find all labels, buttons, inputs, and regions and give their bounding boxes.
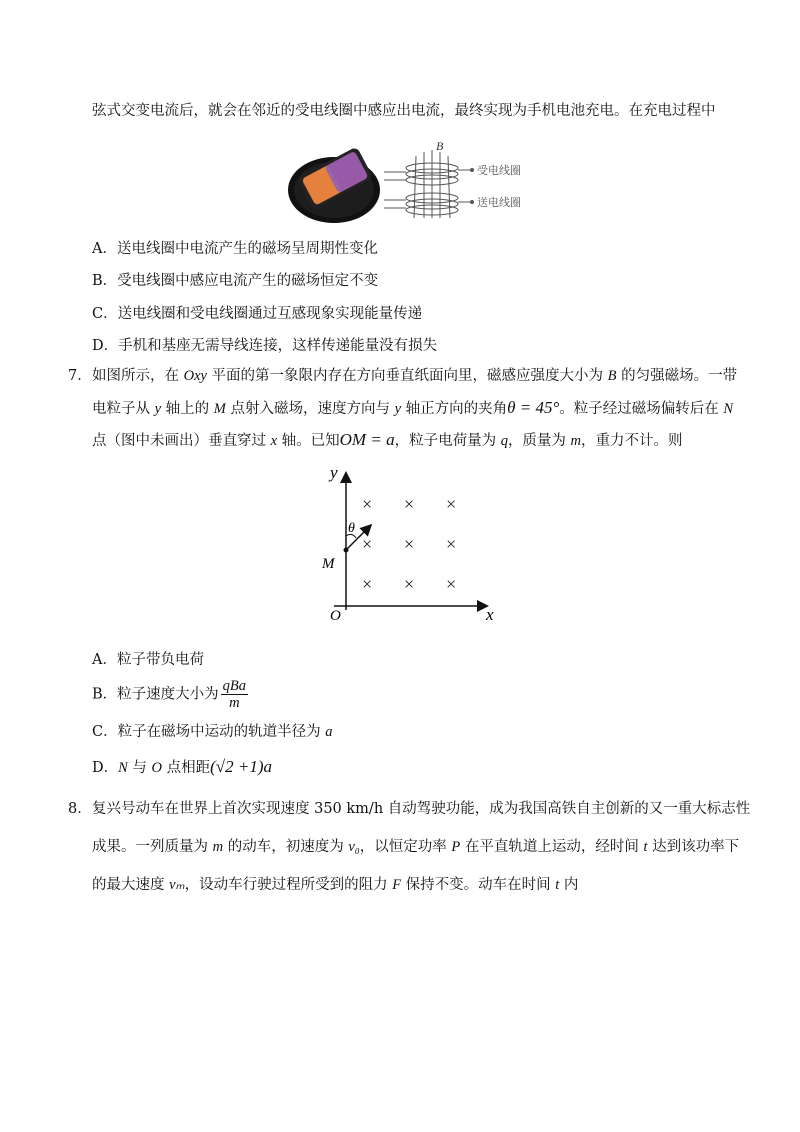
field-cross: × — [362, 534, 373, 554]
q6-option-d: D．手机和基座无需导线连接，这样传递能量没有损失 — [92, 338, 438, 354]
q7-option-a: A．粒子带负电荷 — [92, 652, 204, 668]
figure6-label-receive: 受电线圈 — [477, 165, 521, 177]
field-cross: × — [404, 494, 415, 514]
q7-option-c: C．粒子在磁场中运动的轨道半径为 a — [92, 724, 333, 740]
fraction-qBa-m: $\frac{\text{qBa}}{m}$ — [222, 678, 247, 711]
q8-line-3: 的最大速度 vₘ，设动车行驶过程所受到的阻力 F 保持不变。动车在时间 t 内 — [92, 877, 579, 893]
field-cross: × — [446, 534, 457, 554]
q8-number: 8． — [68, 801, 92, 817]
field-cross: × — [404, 534, 415, 554]
label-theta: θ — [348, 521, 355, 536]
q8-line-1: 复兴号动车在世界上首次实现速度 350 km/h 自动驾驶功能，成为我国高铁自主创新的又一重大标志性 — [92, 801, 751, 817]
field-cross: × — [362, 574, 373, 594]
q6-option-c: C．送电线圈和受电线圈通过互感现象实现能量传递 — [92, 306, 423, 322]
q7-line-3: 点（图中未画出）垂直穿过 x 轴。已知OM = a，粒子电荷量为 q，质量为 m，重力不计。则 — [92, 430, 683, 449]
field-cross: × — [446, 574, 457, 594]
q7-number: 7． — [68, 368, 92, 384]
field-cross: × — [404, 574, 415, 594]
intro-line: 弦式交变电流后，就会在邻近的受电线圈中感应出电流，最终实现为手机电池充电。在充电过程中 — [92, 103, 716, 119]
label-y: y — [330, 463, 338, 482]
q7-option-b: B．粒子速度大小为 $\frac{\text{qBa}}{m}$ — [92, 678, 247, 711]
label-x: x — [486, 605, 494, 624]
figure6-label-send: 送电线圈 — [477, 197, 521, 209]
coil-diagram — [384, 150, 470, 218]
magnetic-field-figure — [308, 460, 508, 628]
label-M: M — [322, 556, 335, 572]
field-cross: × — [446, 494, 457, 514]
field-cross: × — [362, 494, 373, 514]
q7-line-1: 如图所示，在 Oxy 平面的第一象限内存在方向垂直纸面向里，磁感应强度大小为 B 的匀强磁场。一带 — [92, 368, 738, 384]
q7-option-d: D．N 与 O 点相距(√2 +1)a — [92, 757, 272, 776]
q7-line-2: 电粒子从 y 轴上的 M 点射入磁场，速度方向与 y 轴正方向的夹角θ = 45°。粒子经过磁场偏转后在 N — [92, 398, 734, 417]
q6-option-a: A．送电线圈中电流产生的磁场呈周期性变化 — [92, 241, 378, 257]
q8-line-2: 成果。一列质量为 m 的动车，初速度为 v₀，以恒定功率 P 在平直轨道上运动，经时间 t 达到该功率下 — [92, 839, 740, 855]
label-O: O — [330, 608, 341, 624]
charger-figure — [284, 140, 544, 228]
figure6-label-B: B — [436, 140, 444, 153]
q6-option-b: B．受电线圈中感应电流产生的磁场恒定不变 — [92, 273, 379, 289]
